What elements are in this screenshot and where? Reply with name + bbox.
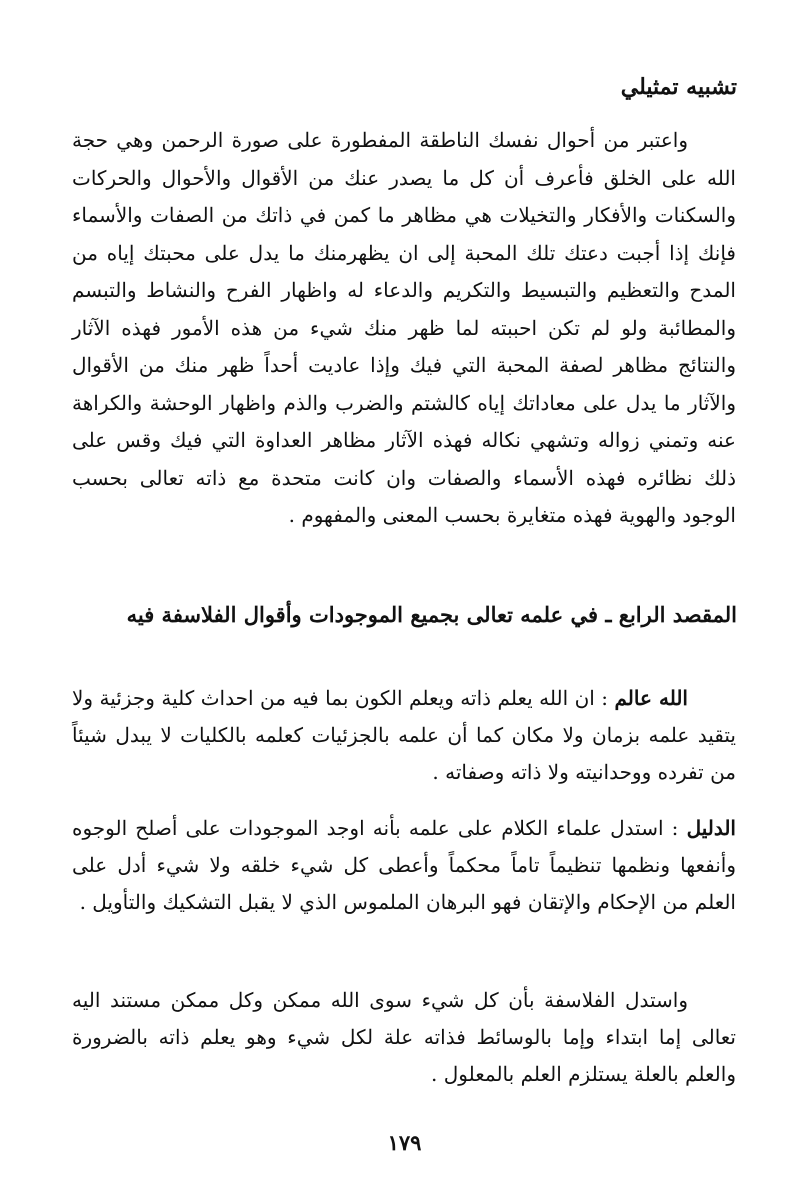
sub-heading: تشبيه تمثيلي — [620, 74, 737, 100]
page-number: ١٧٩ — [387, 1130, 422, 1155]
section-heading: المقصد الرابع ـ في علمه تعالى بجميع الموجودات وأقوال الفلاسفة فيه — [126, 602, 737, 627]
term-god-knows: الله عالم — [614, 686, 688, 710]
term-evidence: الدليل — [686, 816, 736, 840]
paragraph-evidence-text: : استدل علماء الكلام على علمه بأنه اوجد الموجودات على أصلح الوجوه وأنفعها ونظمها تنظيماً تاماً محكماً وأعطى كل شيء خلقه ولا شيء أدل على العلم من الإحكام والإتقان فهو البرهان الملموس الذي لا يقبل التشكيك والتأويل . — [72, 816, 736, 914]
paragraph-god-knows-text: : ان الله يعلم ذاته ويعلم الكون بما فيه من احداث كلية وجزئية ولا يتقيد علمه بزمان ولا مكان كما أن علمه بالجزئيات كعلمه بالكليات لا يبدل شيئاً من تفرده ووحدانيته ولا ذاته وصفاته . — [72, 686, 736, 784]
paragraph-evidence — [72, 810, 736, 921]
paragraph-analogy: واعتبر من أحوال نفسك الناطقة المفطورة على صورة الرحمن وهي حجة الله على الخلق فأعرف أن كل ما يصدر عنك من الأقوال والأحوال والحركات والسكنات والأفكار والتخيلات هي مظاهر ما كمن في ذاتك من الصفات والأسماء فإنك إذا أجبت دعتك تلك المحبة إلى ان يظهرمنك ما يدل على محبتك إياه من المدح والتعظيم والتبسيط والتكريم والدعاء له واظهار الفرح والنشاط والتبسم والمطائبة ولو لم تكن احببته لما ظهر منك شيء من هذه الأمور فهذه الآثار والنتائج مظاهر لصفة المحبة التي فيك وإذا عاديت أحداً ظهر منك من الأقوال والآثار ما يدل على معاداتك إياه كالشتم والضرب والذم واظهار الوحشة والكراهة عنه وتمني زواله وتشهي نكاله فهذه الآثار مظاهر العداوة التي فيك وقس على ذلك نظائره فهذه الأسماء والصفات وان كانت متحدة مع ذاته تعالى بحسب الوجود والهوية فهذه متغايرة بحسب المعنى والمفهوم . — [72, 128, 736, 527]
paragraph-philosophers: واستدل الفلاسفة بأن كل شيء سوى الله ممكن وكل ممكن مستند اليه تعالى إما ابتداء وإما بالوسائط فذاته علة لكل شيء وهو يعلم ذاته بالضرورة والعلم بالعلة يستلزم العلم بالمعلول . — [72, 988, 736, 1086]
paragraph-god-knows — [72, 680, 736, 791]
